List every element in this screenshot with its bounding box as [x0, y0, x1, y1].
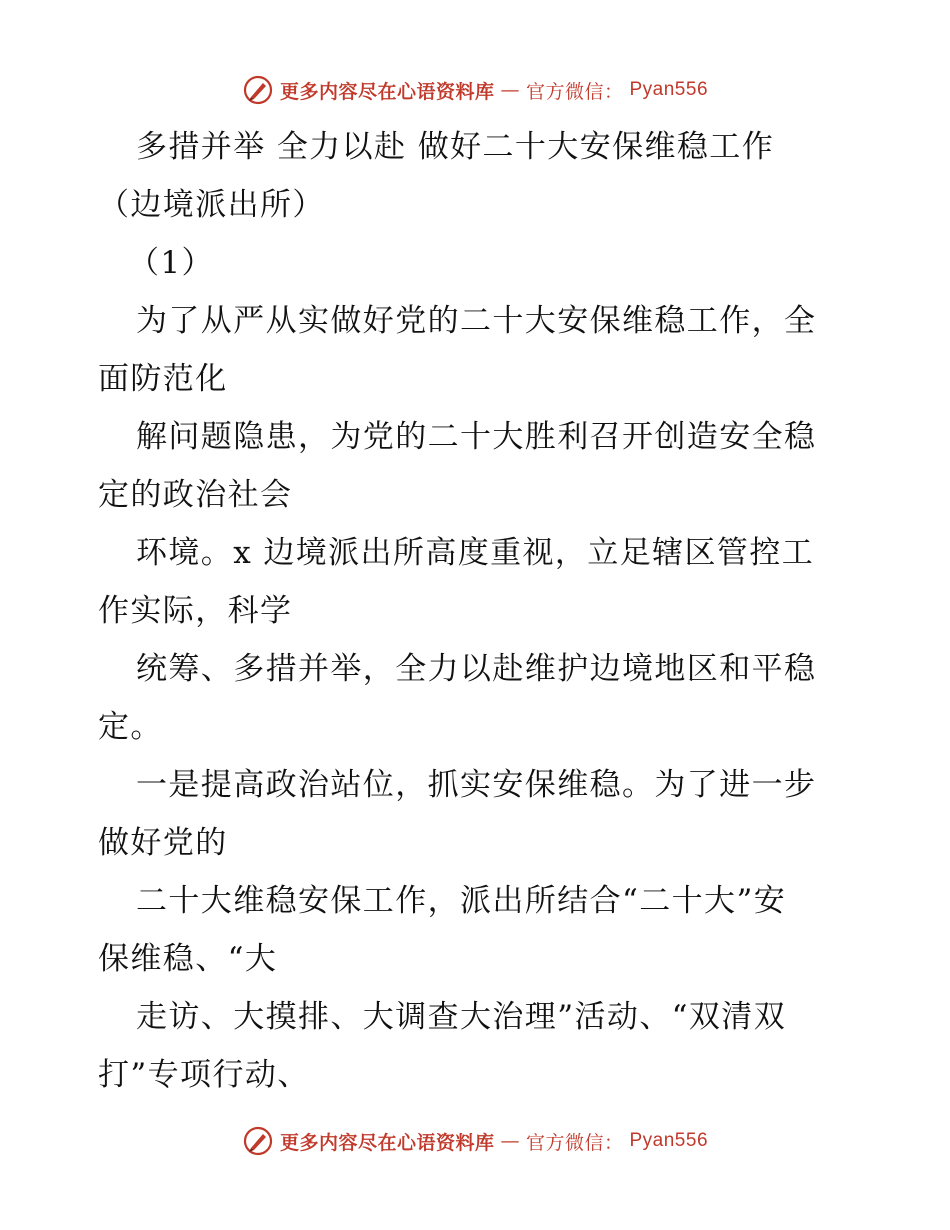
pen-logo-icon	[242, 1125, 274, 1157]
paragraph-line: 保维稳、“大	[98, 941, 278, 977]
paragraph-line: 作实际，科学	[98, 593, 293, 629]
paragraph-line: 一是提高政治站位，抓实安保维稳。为了进一步	[136, 767, 817, 803]
document-title: 多措并举 全力以赴 做好二十大安保维稳工作	[136, 129, 775, 165]
paragraph-line: 定的政治社会	[98, 477, 293, 513]
paragraph-line: 走访、大摸排、大调查大治理”活动、“双清双	[136, 999, 787, 1035]
watermark-footer	[0, 1121, 950, 1161]
pen-logo-icon	[242, 74, 274, 106]
watermark-wechat-id: Pyan556	[629, 79, 709, 100]
paragraph-line: 为了从严从实做好党的二十大安保维稳工作，全	[136, 303, 817, 339]
document-subtitle: （边境派出所）	[98, 187, 325, 223]
paragraph-line: 环境。x 边境派出所高度重视，立足辖区管控工	[136, 535, 815, 571]
watermark-header	[0, 70, 950, 110]
watermark-dash: —	[500, 1130, 520, 1152]
watermark-wechat-label: 官方微信：	[525, 80, 624, 103]
watermark-site-text: 更多内容尽在心语资料库	[279, 1131, 495, 1154]
watermark-site-text: 更多内容尽在心语资料库	[279, 80, 495, 103]
paragraph-line: 解问题隐患，为党的二十大胜利召开创造安全稳	[136, 419, 817, 455]
watermark-dash: —	[500, 79, 520, 101]
paragraph-line: 定。	[98, 709, 163, 745]
section-number: （1）	[128, 245, 214, 281]
watermark-wechat-id: Pyan556	[629, 1130, 709, 1151]
watermark-wechat-label: 官方微信：	[525, 1131, 624, 1154]
paragraph-line: 二十大维稳安保工作，派出所结合“二十大”安	[136, 883, 787, 919]
paragraph-line: 面防范化	[98, 361, 228, 397]
paragraph-line: 统筹、多措并举，全力以赴维护边境地区和平稳	[136, 651, 817, 687]
document-body	[98, 118, 858, 1104]
paragraph-line: 打”专项行动、	[98, 1057, 310, 1093]
paragraph-line: 做好党的	[98, 825, 228, 861]
